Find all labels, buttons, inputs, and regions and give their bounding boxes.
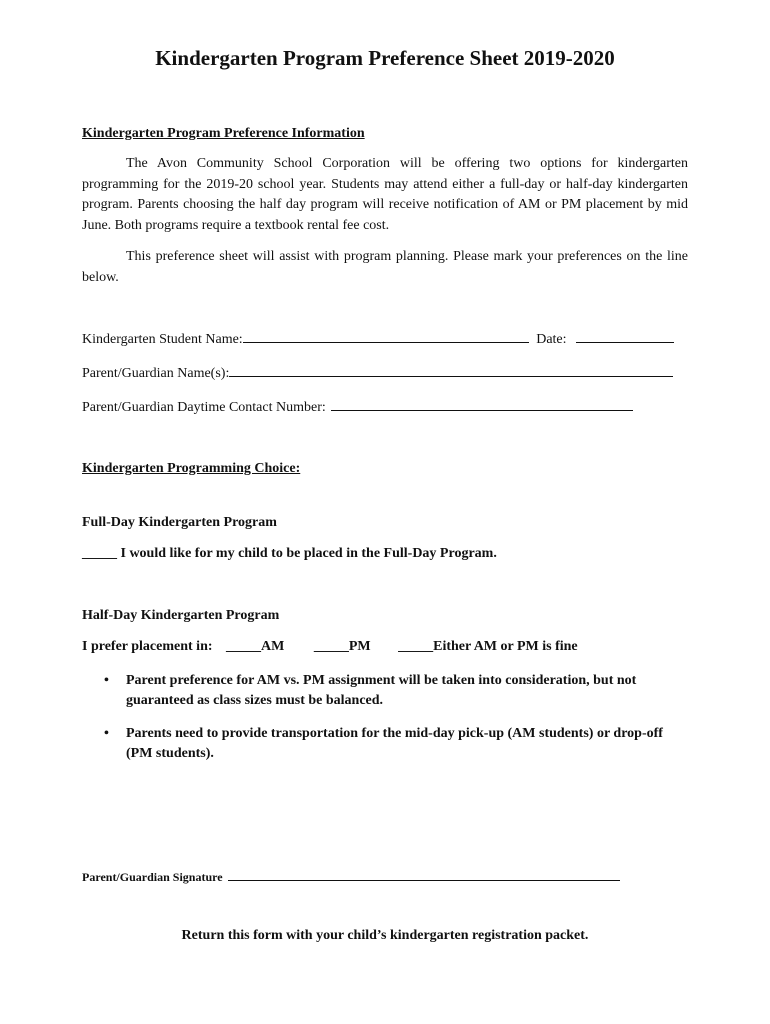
parent-name-row	[82, 362, 673, 382]
parent-name-label: Parent/Guardian Name(s):	[82, 366, 230, 381]
full-day-blank[interactable]: _____	[82, 546, 117, 561]
signature-field[interactable]	[228, 869, 620, 881]
option-pm[interactable]: _____PM	[313, 639, 371, 654]
bullet-text: Parents need to provide transportation for the mid-day pick-up (AM students) or drop-off (PM students).	[126, 726, 663, 761]
page-title: Kindergarten Program Preference Sheet 2019-2020	[155, 46, 615, 70]
footer-note: Return this form with your child’s kindergarten registration packet.	[181, 928, 589, 943]
full-day-heading: Full-Day Kindergarten Program	[82, 515, 277, 530]
bullet-item-transportation	[82, 724, 688, 764]
bullet-item-class-sizes	[82, 671, 688, 711]
date-label: Date:	[536, 332, 567, 347]
contact-number-row	[82, 396, 633, 416]
planning-paragraph: This preference sheet will assist with program planning. Please mark your preferences on the line below.	[82, 249, 688, 285]
full-day-option[interactable]	[82, 546, 497, 562]
student-name-field[interactable]	[243, 328, 529, 343]
info-heading: Kindergarten Program Preference Information	[82, 126, 365, 141]
choice-heading: Kindergarten Programming Choice:	[82, 461, 301, 476]
info-paragraph: The Avon Community School Corporation will be offering two options for kindergarten programming for the 2019-20 school year. Students may attend either a full-day or half-day kindergarten program. Parents choosing the half day program will receive notification of AM or PM placement by mid June. Both programs require a textbook rental fee cost.	[82, 156, 688, 233]
half-day-options-row	[82, 639, 578, 655]
option-either[interactable]: _____Either AM or PM is fine	[398, 639, 578, 654]
student-name-label: Kindergarten Student Name:	[82, 332, 243, 347]
bullet-icon: •	[104, 726, 109, 741]
prefer-label: I prefer placement in:	[82, 639, 213, 654]
parent-name-field[interactable]	[229, 362, 673, 377]
signature-row	[82, 869, 620, 885]
contact-number-label: Parent/Guardian Daytime Contact Number:	[82, 400, 326, 415]
option-am[interactable]: _____AM	[226, 639, 285, 654]
bullet-text: Parent preference for AM vs. PM assignment will be taken into consideration, but not guaranteed as class sizes must be balanced.	[126, 673, 637, 708]
bullet-icon: •	[104, 673, 109, 688]
student-name-row	[82, 328, 674, 348]
full-day-statement: I would like for my child to be placed in the Full-Day Program.	[120, 546, 497, 561]
date-field[interactable]	[576, 328, 674, 343]
contact-number-field[interactable]	[331, 396, 633, 411]
signature-label: Parent/Guardian Signature	[82, 870, 223, 884]
half-day-heading: Half-Day Kindergarten Program	[82, 608, 280, 623]
